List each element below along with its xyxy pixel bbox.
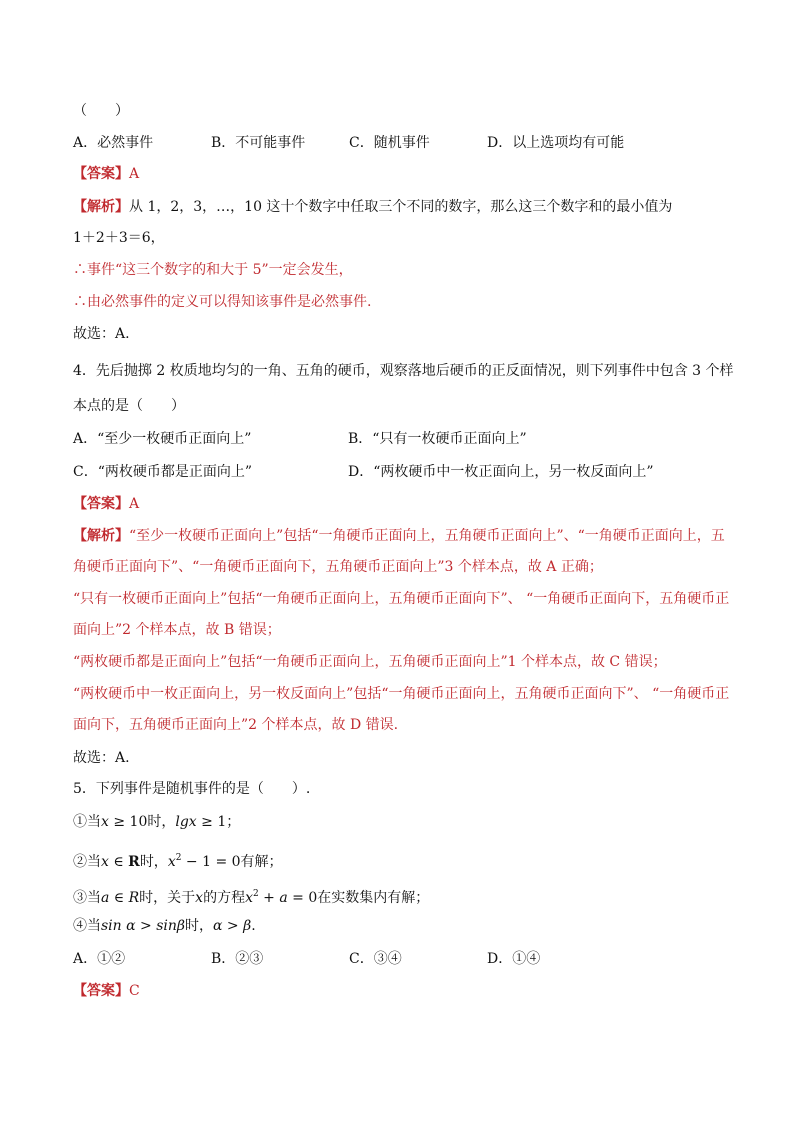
q4-option-b[interactable]: B．“只有一枚硬币正面向上” <box>348 431 527 447</box>
answer-tag: 【答案】 <box>73 166 129 182</box>
q4-analysis-line-5: “两枚硬币都是正面向上”包括“一角硬币正面向上，五角硬币正面向上”1 个样本点，故 C 错误； <box>73 654 667 670</box>
q4-stem-line-2: 本点的是（ ） <box>73 398 185 414</box>
q4-analysis-line-6: “两枚硬币中一枚正面向上，另一枚反面向上”包括“一角硬币正面向上，五角硬币正面向下”、 “一角硬币正 <box>73 686 730 702</box>
q4-analysis-line-7: 面向下，五角硬币正面向上”2 个样本点，故 D 错误. <box>73 717 399 733</box>
math-var: x <box>101 854 109 870</box>
q5-item-4 <box>73 916 256 936</box>
item-text: 时， <box>185 918 214 934</box>
math-var: x <box>101 814 109 830</box>
math-expr: sin α <box>101 918 136 934</box>
q4-option-c[interactable]: C．“两枚硬币都是正面向上” <box>73 464 253 480</box>
math-expr: ∈ <box>109 890 129 906</box>
q3-options <box>73 133 624 153</box>
q4-analysis-line-3: “只有一枚硬币正面向上”包括“一角硬币正面向上，五角硬币正面向下”、 “一角硬币正面向下，五角硬币正 <box>73 591 730 607</box>
math-func: lgx <box>175 814 197 830</box>
math-set: R <box>128 890 140 906</box>
item-text: 时，关于 <box>139 890 196 906</box>
math-var: a <box>101 890 110 906</box>
q5-option-b[interactable]: B．②③ <box>211 951 264 967</box>
math-var: α <box>213 918 223 934</box>
q5-option-c[interactable]: C．③④ <box>349 951 402 967</box>
q3-choose: 故选：A. <box>73 326 130 342</box>
item-text: ③当 <box>73 890 101 906</box>
q3-paren: （ ） <box>73 103 129 119</box>
q4-option-d[interactable]: D．“两枚硬币中一枚正面向上，另一枚反面向上” <box>348 464 654 480</box>
q5-options <box>73 949 540 969</box>
q3-analysis-line-4: ∴由必然事件的定义可以得知该事件是必然事件. <box>73 294 372 310</box>
math-var: β <box>243 918 252 934</box>
q4-choose: 故选：A. <box>73 750 130 766</box>
answer-tag: 【答案】 <box>73 983 129 999</box>
math-var: x <box>195 890 204 906</box>
q3-option-d[interactable]: D．以上选项均有可能 <box>487 135 625 151</box>
math-expr: sinβ <box>156 918 186 934</box>
item-text: ①当 <box>73 814 101 830</box>
q5-item-1 <box>73 812 240 832</box>
math-expr: ≥ 10 <box>108 814 148 830</box>
q3-option-c[interactable]: C．随机事件 <box>349 135 430 151</box>
math-exponent: 2 <box>175 853 182 863</box>
math-var: x <box>245 890 253 906</box>
q4-analysis-line-4: 面向上”2 个样本点，故 B 错误； <box>73 622 281 638</box>
item-text: ④当 <box>73 918 101 934</box>
q3-option-a[interactable]: A．必然事件 <box>73 135 154 151</box>
q3-analysis-line-1 <box>73 197 672 217</box>
math-set: R <box>128 854 140 870</box>
math-var: x <box>167 854 176 870</box>
item-text: 在实数集内有解； <box>317 890 430 906</box>
math-expr: > <box>135 918 157 934</box>
item-text: 时， <box>139 854 168 870</box>
item-text: ； <box>226 814 241 830</box>
math-var: a <box>279 890 288 906</box>
q4-options-row-2 <box>73 462 654 482</box>
q4-answer <box>73 494 139 514</box>
math-expr: = 0 <box>287 890 318 906</box>
q4-analysis-line-1 <box>73 526 725 546</box>
q4-options-row-1 <box>73 429 527 449</box>
q4-analysis-line-2: 角硬币正面向下”、“一角硬币正面向下，五角硬币正面向上”3 个样本点，故 A 正确； <box>73 559 603 575</box>
item-text: . <box>251 918 256 934</box>
answer-value: C <box>129 983 140 999</box>
math-expr: ≥ 1 <box>196 814 227 830</box>
q3-option-b[interactable]: B．不可能事件 <box>211 135 306 151</box>
q5-answer <box>73 981 140 1001</box>
q3-answer <box>73 164 139 184</box>
analysis-tag: 【解析】 <box>73 528 129 544</box>
q5-option-d[interactable]: D．①④ <box>487 951 541 967</box>
q5-item-3 <box>73 884 429 908</box>
q4-option-a[interactable]: A．“至少一枚硬币正面向上” <box>73 431 252 447</box>
q5-option-a[interactable]: A．①② <box>73 951 126 967</box>
q3-analysis-line-3: ∴事件“这三个数字的和大于 5”一定会发生， <box>73 262 353 278</box>
math-expr: − 1 = 0 <box>181 854 241 870</box>
analysis-text: 从 1，2，3，…，10 这十个数字中任取三个不同的数字，那么这三个数字和的最小值为 <box>129 199 673 215</box>
item-text: ②当 <box>73 854 101 870</box>
math-expr: > <box>222 918 244 934</box>
item-text: 有解； <box>240 854 283 870</box>
math-exponent: 2 <box>252 889 259 899</box>
math-expr: + <box>258 890 280 906</box>
q4-stem-line-1: 4．先后抛掷 2 枚质地均匀的一角、五角的硬币，观察落地后硬币的正反面情况，则下列事件中包含 3 个样 <box>73 363 734 379</box>
item-text: 时， <box>147 814 176 830</box>
analysis-text: “至少一枚硬币正面向上”包括“一角硬币正面向上，五角硬币正面向上”、“一角硬币正面向上，五 <box>129 528 725 544</box>
item-text: 的方程 <box>203 890 246 906</box>
q5-item-2 <box>73 848 283 872</box>
answer-value: A <box>129 166 140 182</box>
analysis-tag: 【解析】 <box>73 199 129 215</box>
q5-stem: 5．下列事件是随机事件的是（ ）. <box>73 781 311 797</box>
math-expr: ∈ <box>108 854 129 870</box>
answer-value: A <box>129 496 140 512</box>
answer-tag: 【答案】 <box>73 496 129 512</box>
q3-analysis-line-2: 1＋2＋3＝6， <box>73 230 165 246</box>
